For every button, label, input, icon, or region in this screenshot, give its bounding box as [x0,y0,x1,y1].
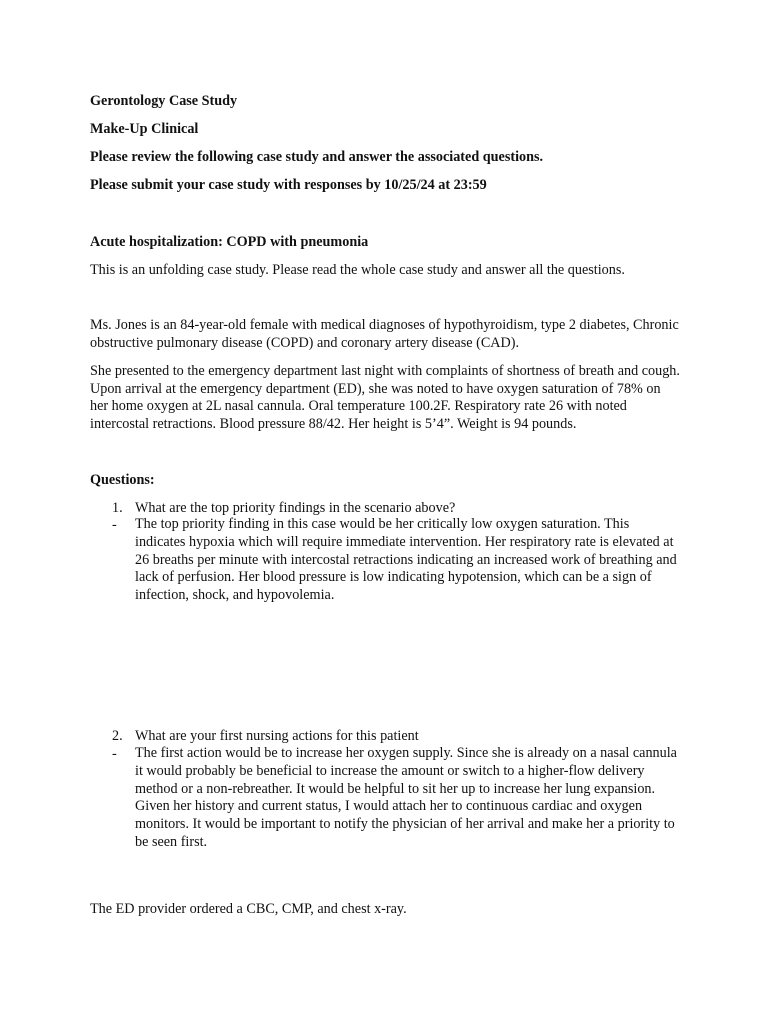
case-paragraph-patient: Ms. Jones is an 84-year-old female with medical diagnoses of hypothyroidism, type 2 diabetes, Chronic obstructive pulmonary disease (COPD) and coronary artery disease (CAD). [90,317,679,351]
answer-bullet: - [112,517,117,533]
question-text: What are the top priority findings in the scenario above? [135,500,456,516]
question-number: 2. [112,728,123,744]
instruction-review: Please review the following case study and answer the associated questions. [90,149,544,165]
footer-text: The ED provider ordered a CBC, CMP, and chest x-ray. [90,901,407,917]
document-title: Gerontology Case Study [90,93,238,109]
question-text: What are your first nursing actions for this patient [135,728,419,744]
case-paragraph-presentation: She presented to the emergency department last night with complaints of shortness of breath and cough. Upon arrival at the emergency department (ED), she was noted to have oxygen saturation of 78% on her home oxygen at 2L nasal cannula. Oral temperature 100.2F. Respiratory rate 26 with noted intercostal retractions. Blood pressure 88/42. Her height is 5’4”. Weight is 94 pounds. [90,363,680,432]
answer-bullet: - [112,746,117,762]
answer-text: The first action would be to increase her oxygen supply. Since she is already on a nasal cannula it would probably be beneficial to increase the amount or switch to a higher-flow delivery method or a non-rebreather. It would be helpful to sit her up to increase her lung expansion. Given her history and current status, I would attach her to continuous cardiac and oxygen monitors. It would be important to notify the physician of her arrival and make her a priority to be seen first. [135,745,677,850]
document-subtitle: Make-Up Clinical [90,121,199,137]
questions-heading: Questions: [90,472,155,488]
case-heading: Acute hospitalization: COPD with pneumonia [90,234,369,250]
answer-text: The top priority finding in this case would be her critically low oxygen saturation. This indicates hypoxia which will require immediate intervention. Her respiratory rate is elevated at 26 breaths per minute with intercostal retractions indicating an increased work of breathing and lack of perfusion. Her blood pressure is low indicating hypotension, which can be a sign of infection, shock, and hypovolemia. [135,516,677,604]
question-number: 1. [112,500,123,516]
case-intro: This is an unfolding case study. Please read the whole case study and answer all the questions. [90,262,625,278]
instruction-submit: Please submit your case study with responses by 10/25/24 at 23:59 [90,177,487,193]
